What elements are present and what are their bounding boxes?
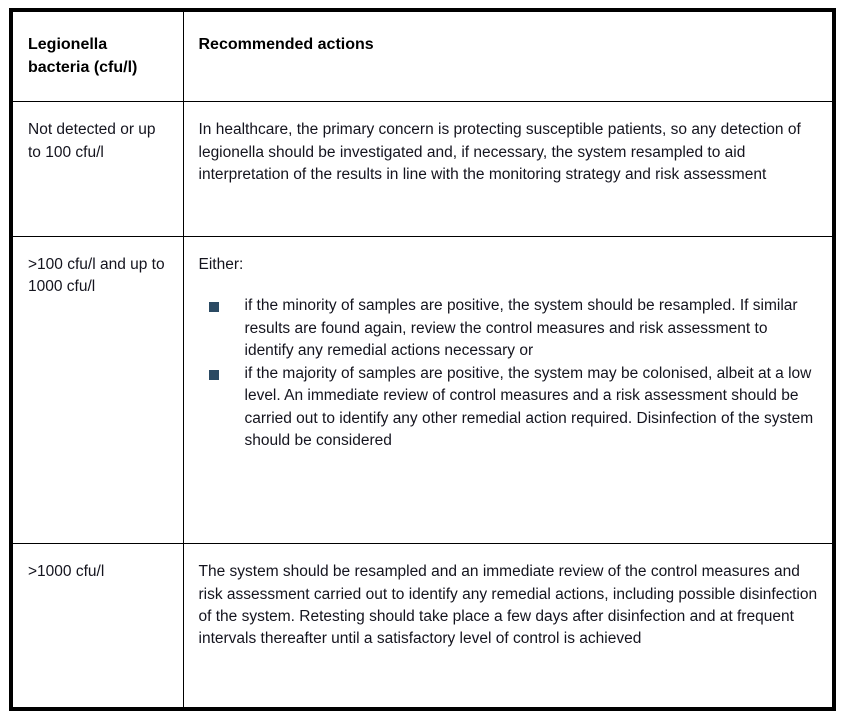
- table-outer-frame: [9, 8, 836, 711]
- action-paragraph: The system should be resampled and an immediate review of the control measures and risk assessment carried out to identify any remedial actions, including possible disinfection of the system. Retesting should take place a few days after disinfection and at frequent intervals thereafter until a satisfactory level of control is achieved: [198, 563, 818, 648]
- action-paragraph: In healthcare, the primary concern is protecting susceptible patients, so any detection of legionella should be investigated and, if necessary, the system resampled to aid interpretation of the results in line with the monitoring strategy and risk assessment: [198, 121, 801, 184]
- cell-range-over-1000: >1000 cfu/l: [13, 544, 183, 707]
- cell-actions-not-detected: [183, 102, 832, 237]
- cell-actions-over-1000: [183, 544, 832, 707]
- list-item: [199, 295, 819, 362]
- column-header-legionella-bacteria: Legionella bacteria (cfu/l): [13, 12, 183, 102]
- table-row: [13, 102, 832, 237]
- cell-actions-100-to-1000: [183, 236, 832, 543]
- column-header-recommended-actions: Recommended actions: [183, 12, 832, 102]
- cell-range-not-detected: Not detected or up to 100 cfu/l: [13, 102, 183, 237]
- table-row: [13, 544, 832, 707]
- cell-range-100-to-1000: >100 cfu/l and up to 1000 cfu/l: [13, 236, 183, 543]
- table-body: [13, 102, 832, 707]
- list-item: [199, 363, 819, 453]
- action-bullet-list: [199, 295, 819, 452]
- square-bullet-icon: [209, 302, 219, 312]
- square-bullet-icon: [209, 370, 219, 380]
- list-item-text: if the majority of samples are positive, the system may be colonised, albeit at a low level. An immediate review of control measures and a risk assessment should be carried out to identify any other remedial action required. Disinfection of the system should be considered: [244, 364, 814, 450]
- table-header: [13, 12, 832, 102]
- table-row: [13, 236, 832, 543]
- legionella-action-levels-table: [13, 12, 832, 707]
- table-header-row: [13, 12, 832, 102]
- list-item-text: if the minority of samples are positive, the system should be resampled. If similar results are found again, review the control measures and risk assessment to identify any remedial actions necessary or: [244, 297, 798, 360]
- action-lead-either: Either:: [198, 255, 244, 273]
